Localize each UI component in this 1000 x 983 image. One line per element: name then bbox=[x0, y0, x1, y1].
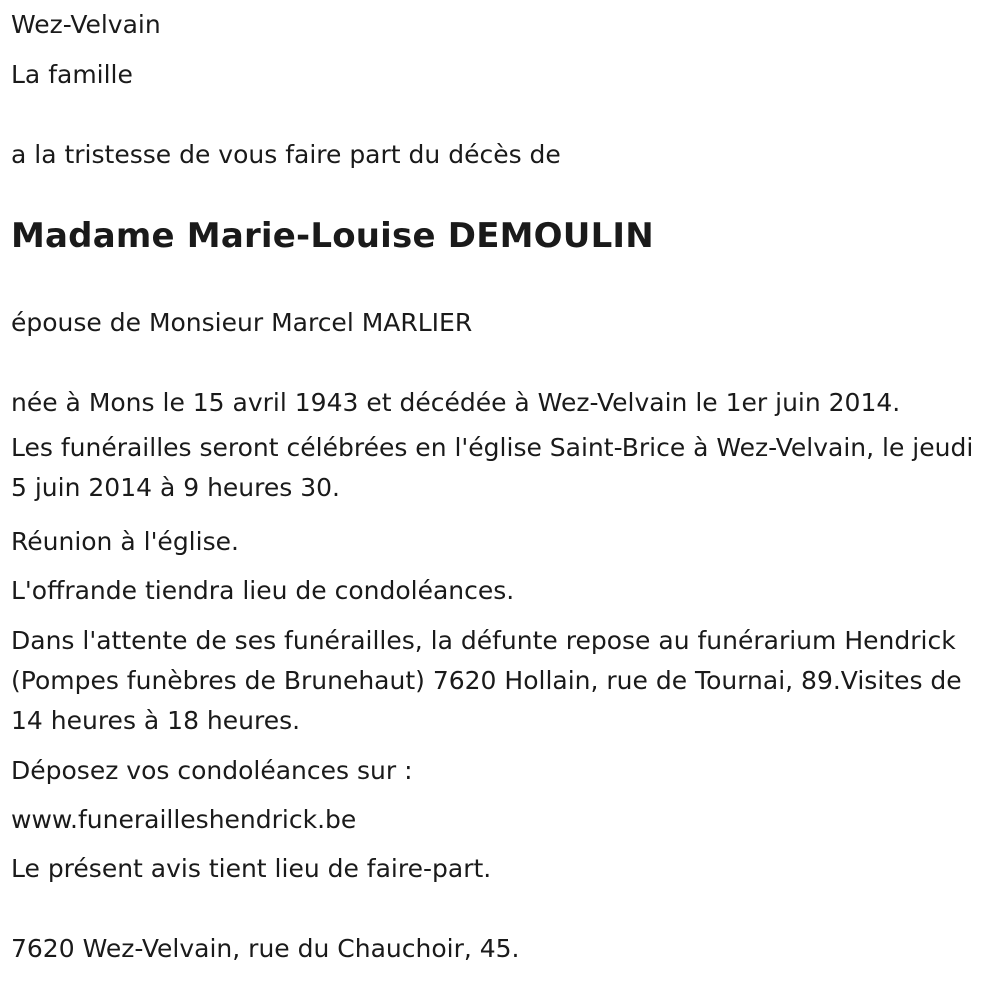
announcement-line: a la tristesse de vous faire part du décès de bbox=[11, 140, 561, 169]
meeting-line: Réunion à l'église. bbox=[11, 527, 239, 556]
birth-death-line: née à Mons le 15 avril 1943 et décédée à Wez-Velvain le 1er juin 2014. bbox=[11, 388, 901, 417]
spouse-line: épouse de Monsieur Marcel MARLIER bbox=[11, 308, 473, 337]
deceased-name: Madame Marie-Louise DEMOULIN bbox=[11, 216, 654, 256]
funeral-paragraph: Les funérailles seront célébrées en l'église Saint-Brice à Wez-Velvain, le jeudi 5 juin 2014 à 9 heures 30. bbox=[11, 433, 974, 502]
website-link[interactable]: www.funerailleshendrick.be bbox=[11, 805, 357, 834]
address-line: 7620 Wez-Velvain, rue du Chauchoir, 45. bbox=[11, 934, 520, 963]
family-line: La famille bbox=[11, 60, 133, 89]
offering-line: L'offrande tiendra lieu de condoléances. bbox=[11, 576, 515, 605]
viewing-paragraph: Dans l'attente de ses funérailles, la défunte repose au funérarium Hendrick (Pompes funèbres de Brunehaut) 7620 Hollain, rue de Tournai, 89.Visites de 14 heures à 18 heures. bbox=[11, 626, 962, 735]
condolences-prompt: Déposez vos condoléances sur : bbox=[11, 756, 413, 785]
faire-part-line: Le présent avis tient lieu de faire-part. bbox=[11, 854, 492, 883]
location-line: Wez-Velvain bbox=[11, 10, 161, 39]
